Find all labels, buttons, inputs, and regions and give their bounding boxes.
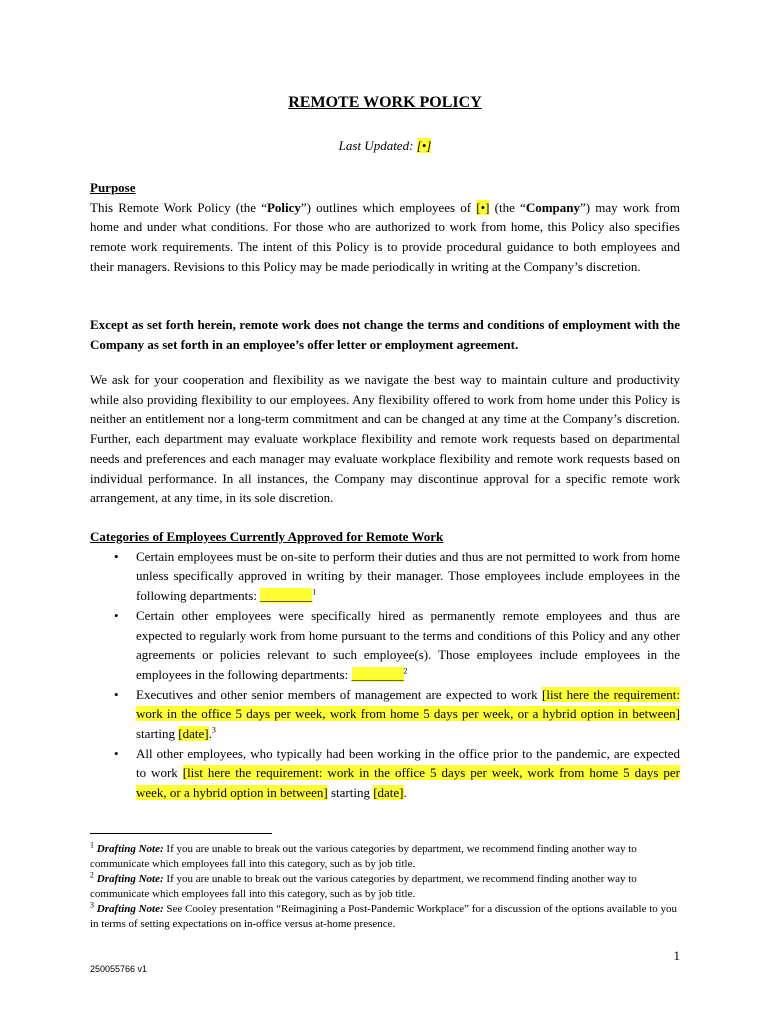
bullet: •: [114, 607, 119, 623]
categories-list: [90, 547, 680, 803]
date-placeholder: [date]: [178, 726, 209, 742]
footnote: $^2$ Drafting Note: If you are unable to break out the various categories by department, we recommend finding another way to communicate which employees fall into this category, such as by job title.: [90, 870, 637, 900]
purpose-paragraph: This Remote Work Policy (the “Policy”) outlines which employees of [•] (the “Company”) may work from home and under what conditions. For those who are authorized to work from home, this Policy also specifies remote work requirements. The intent of this Policy is to provide procedural guidance to both employees and their managers. Revisions to this Policy may be made periodically in writing at the Company’s discretion.: [90, 199, 680, 274]
footnote-ref[interactable]: 2: [403, 666, 408, 676]
policy-term: Policy: [266, 199, 301, 215]
last-updated-placeholder: [•]: [416, 138, 432, 153]
footnote: $^3$ Drafting Note: See Cooley presentation “Reimagining a Post-Pandemic Workplace” for a discussion of the options available to you in terms of setting expectations on in-office versus at-home presence.: [90, 900, 678, 930]
footnote-label: Drafting Note:: [96, 903, 164, 915]
bullet: •: [114, 548, 119, 564]
cooperation-paragraph: We ask for your cooperation and flexibility as we navigate the best way to maintain culture and productivity while also providing flexibility to our employees. Any flexibility offered to work from home under this Policy is neither an entitlement nor a long-term commitment and can be changed at any time at the Company’s discretion. Further, each department may evaluate workplace flexibility and remote work requests based on departmental needs and preferences and each manager may evaluate workplace flexibility and remote work requests based on individual performance. In all instances, the Company may discontinue approval for a specific remote work arrangement, at any time, in its sole discretion.: [90, 372, 680, 506]
company-placeholder: [•]: [476, 199, 490, 215]
categories-section: [90, 527, 680, 803]
bullet: •: [114, 745, 119, 761]
footnote-divider: [90, 833, 272, 834]
footnote-number: 1: [90, 840, 94, 850]
page-title: REMOTE WORK POLICY: [288, 94, 482, 111]
department-blank: ________: [260, 588, 313, 604]
last-updated-label: Last Updated:: [338, 138, 414, 153]
last-updated-line: [0, 138, 770, 154]
purpose-section: [90, 178, 680, 277]
footnote-number: 3: [90, 900, 94, 910]
page-number: 1: [673, 948, 680, 963]
footnote-label: Drafting Note:: [96, 843, 164, 855]
footnote-ref[interactable]: 3: [211, 725, 216, 735]
footnote-label: Drafting Note:: [96, 873, 164, 885]
list-item: • Certain other employees were specifically hired as permanently remote employees and thus are expected to regularly work from home pursuant to the terms and conditions of this Policy and any other agreements or policies relevant to such employee(s). Those employees include employees in the employees in the following departments: ________$^2$: [114, 607, 680, 682]
list-item: • Executives and other senior members of management are expected to work [list here the requirement: work in the office 5 days per week, work from home 5 days per week, or a hybrid option in between] starting [date].$^3$: [114, 686, 680, 742]
footnote-number: 2: [90, 870, 94, 880]
bold-statement: Except as set forth herein, remote work does not change the terms and conditions of employment with the Company as set forth in an employee’s offer letter or employment agreement.: [90, 317, 680, 352]
footnote-ref[interactable]: 1: [312, 587, 317, 597]
requirement-placeholder: [list here the requirement: work in the office 5 days per week, work from home 5 days per week, or a hybrid option in between]: [136, 765, 680, 801]
footnote: $^1$ Drafting Note: If you are unable to break out the various categories by department, we recommend finding another way to communicate which employees fall into this category, such as by job title.: [90, 840, 637, 870]
company-term: Company: [525, 199, 580, 215]
list-item: • Certain employees must be on-site to perform their duties and thus are not permitted to work from home unless specifically approved in writing by their manager. Those employees include employees in the following departments: ________$^1$: [114, 548, 680, 604]
list-item: • All other employees, who typically had been working in the office prior to the pandemic, are expected to work [list here the requirement: work in the office 5 days per week, work from home 5 days per week, or a hybrid option in between] starting [date].: [114, 745, 680, 801]
date-placeholder: [date]: [373, 785, 404, 801]
requirement-placeholder: [list here the requirement: work in the office 5 days per week, work from home 5 days per week, or a hybrid option in between]: [136, 686, 680, 722]
department-blank: ________: [351, 666, 404, 682]
bullet: •: [114, 686, 119, 702]
document-id: 250055766 v1: [90, 964, 148, 974]
categories-heading: Categories of Employees Currently Approved for Remote Work: [90, 529, 444, 544]
purpose-heading: Purpose: [90, 180, 136, 195]
